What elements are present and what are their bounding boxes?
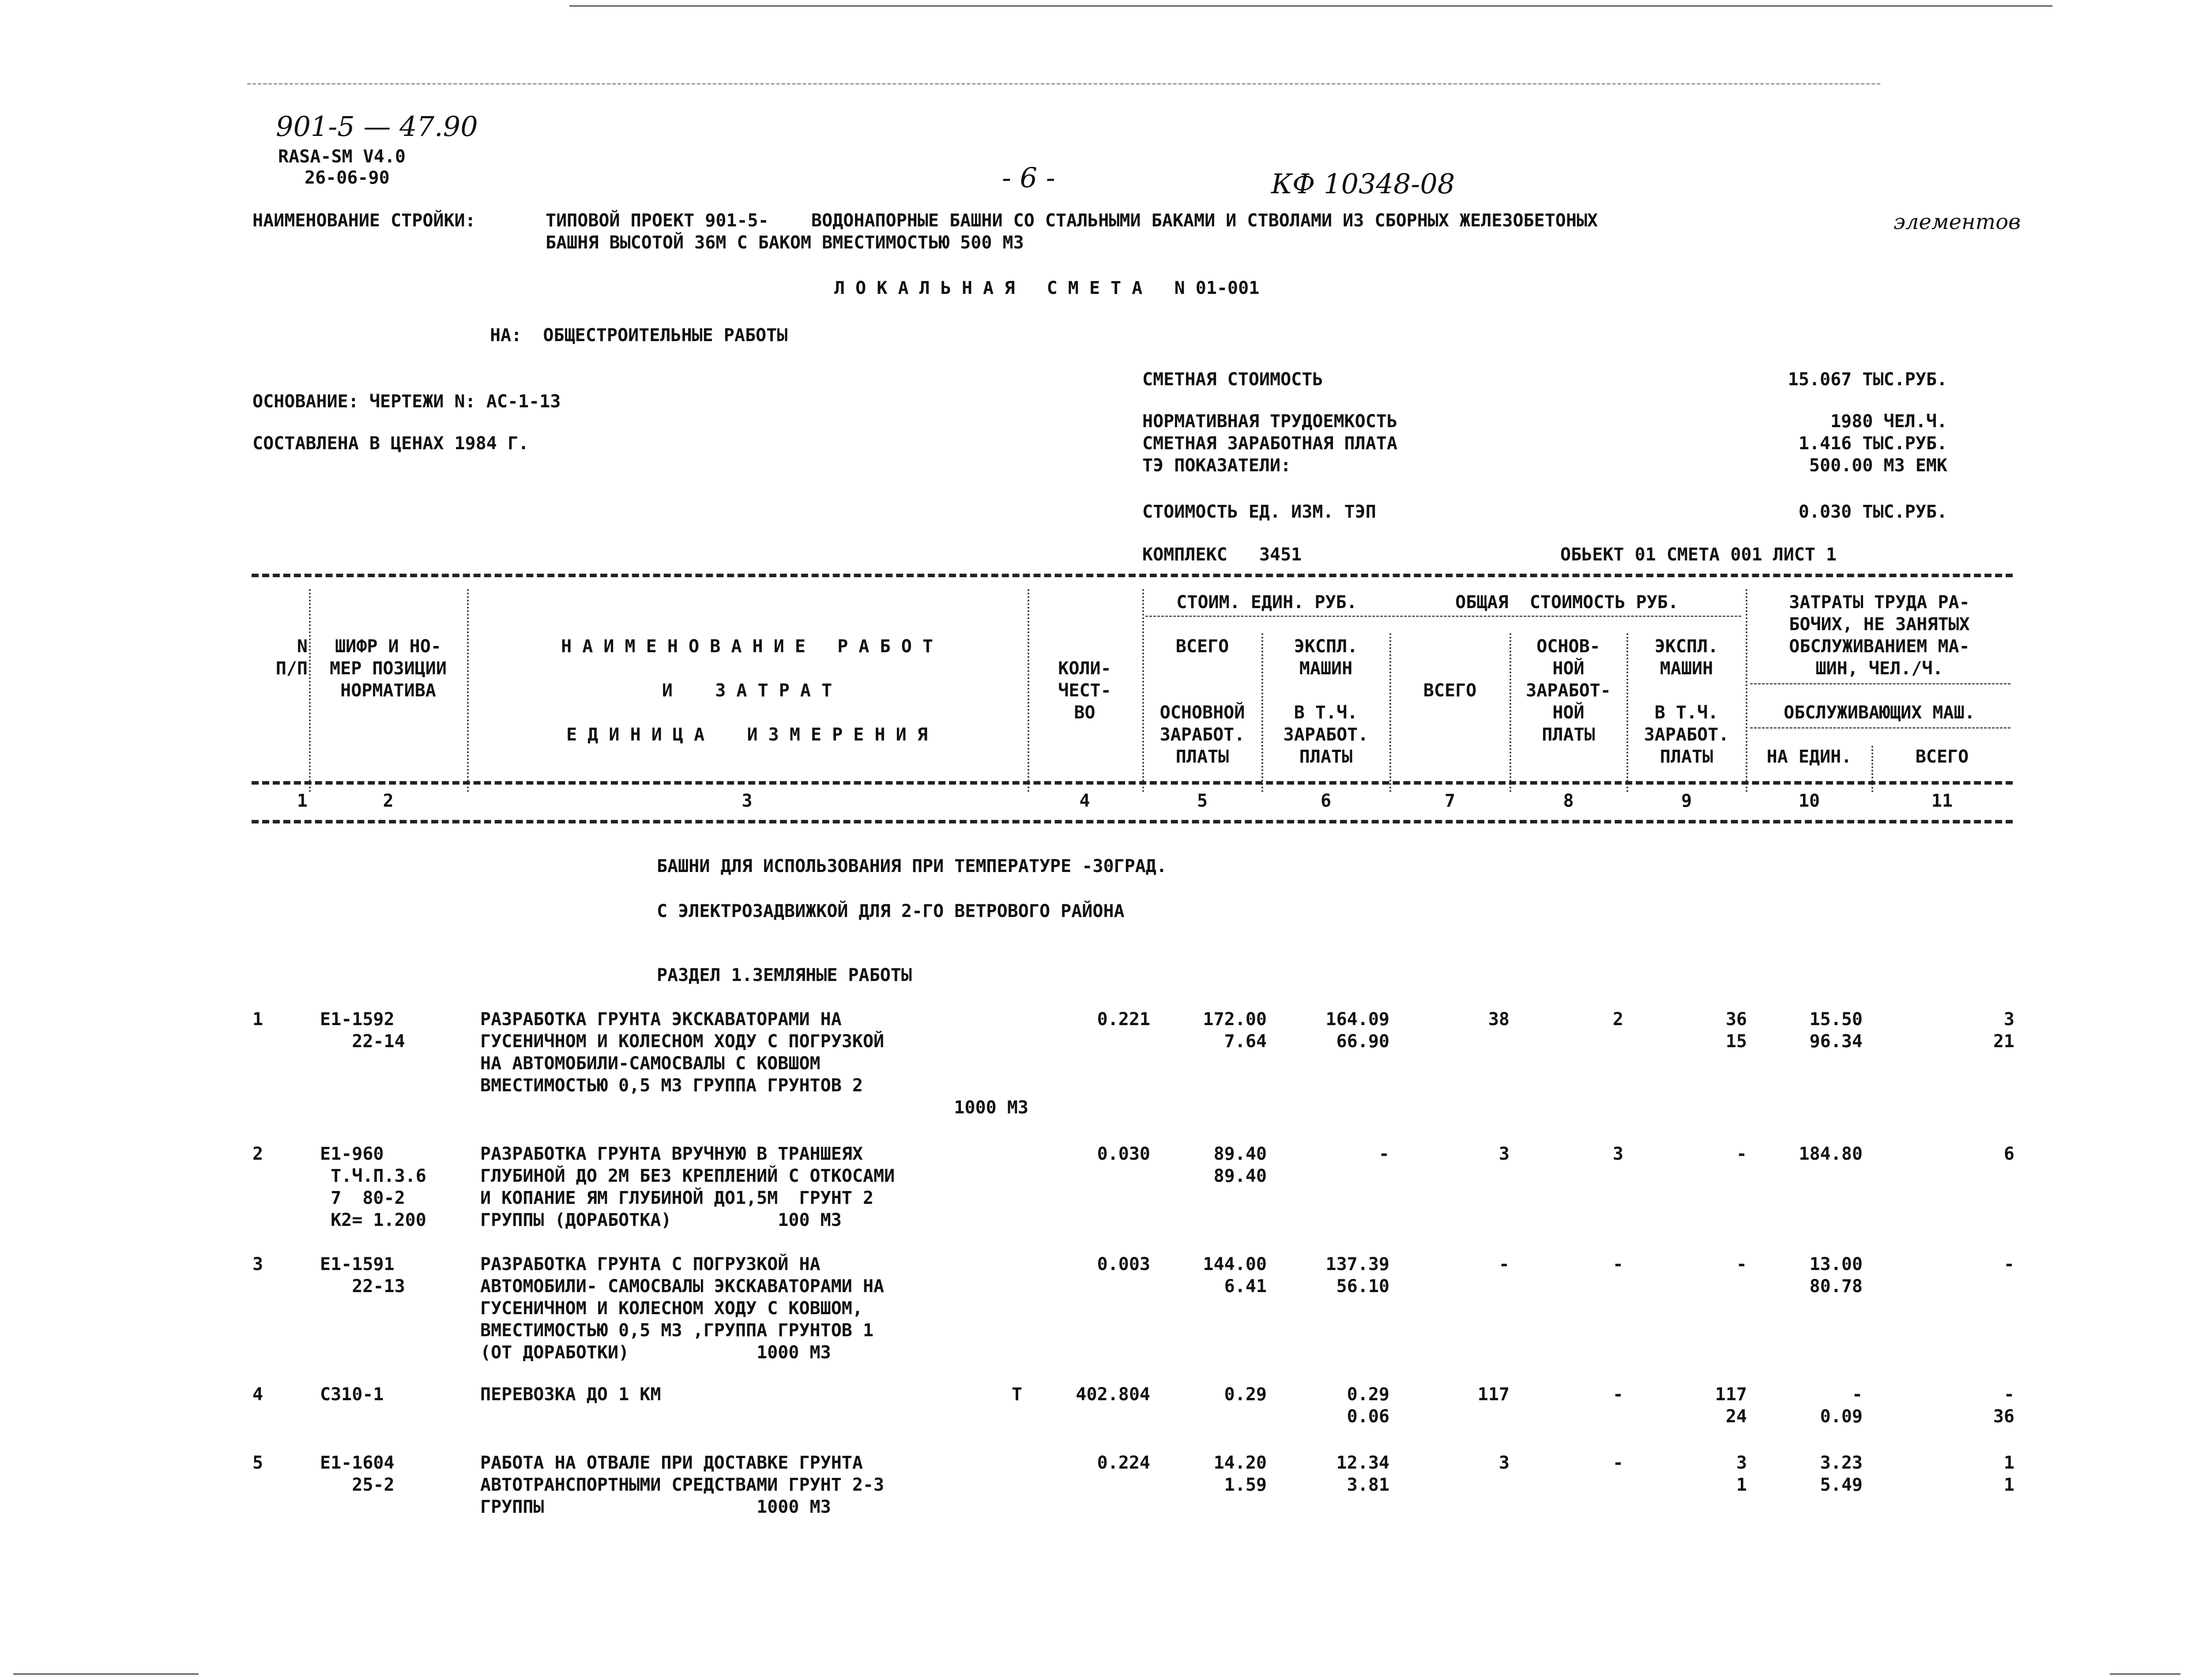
row-number: 5	[252, 1453, 264, 1473]
row-name: РАБОТА НА ОТВАЛЕ ПРИ ДОСТАВКЕ ГРУНТА АВТОТРАНСПОРТНЫМИ СРЕДСТВАМИ ГРУНТ 2-3	[480, 1453, 885, 1495]
row-unit-cost-total: 172.00 7.64	[1203, 1009, 1267, 1052]
row-unit-cost-machines: -	[1378, 1144, 1389, 1164]
summary-value-tep: 500.00 М3 ЕМК	[1809, 455, 1947, 476]
header-col-3: Н А И М Е Н О В А Н И Е Р А Б О Т И З А Т Р А Т Е Д И Н И Ц А И З М Е Р Е Н И Я	[561, 636, 933, 745]
construction-name-line1: ТИПОВОЙ ПРОЕКТ 901-5- ВОДОНАПОРНЫЕ БАШНИ СО СТАЛЬНЫМИ БАКАМИ И СТВОЛАМИ ИЗ СБОРНЫХ ЖЕЛЕЗОБЕТОНЫХ	[546, 210, 1598, 231]
header-col-10: НА ЕДИН.	[1766, 747, 1852, 767]
scan-artifact-line	[2110, 1673, 2180, 1675]
header-group-labor: ЗАТРАТЫ ТРУДА РА- БОЧИХ, НЕ ЗАНЯТЫХ ОБСЛУЖИВАНИЕМ МА- ШИН, ЧЕЛ./Ч.	[1789, 592, 1970, 679]
col-number: 2	[383, 791, 394, 811]
row-labor-total: 6	[2003, 1144, 2014, 1164]
row-quantity: 0.221	[1097, 1009, 1150, 1030]
row-total-wages: -	[1612, 1453, 1623, 1473]
date-stamp: 26-06-90	[305, 168, 390, 188]
basis-drawings: ОСНОВАНИЕ: ЧЕРТЕЖИ N: АС-1-13	[252, 391, 561, 412]
header-labor-rule	[1750, 727, 2010, 729]
row-total-wages: -	[1612, 1254, 1623, 1274]
row-unit-cost-total: 89.40 89.40	[1213, 1144, 1267, 1186]
row-code: Е1-1591 22-13	[320, 1254, 405, 1297]
row-labor-unit: 184.80	[1799, 1144, 1863, 1164]
row-unit: Т	[1012, 1384, 1023, 1405]
row-quantity: 0.224	[1097, 1453, 1150, 1473]
row-code: Е1-1592 22-14	[320, 1009, 405, 1052]
row-quantity: 402.804	[1076, 1384, 1150, 1405]
header-col-8: ОСНОВ- НОЙ ЗАРАБОТ- НОЙ ПЛАТЫ	[1526, 636, 1611, 745]
summary-value-cost: 15.067 ТЫС.РУБ.	[1788, 369, 1947, 390]
col-number: 6	[1320, 791, 1332, 811]
row-total-wages: -	[1612, 1384, 1623, 1405]
header-col-4: КОЛИ- ЧЕСТ- ВО	[1058, 658, 1111, 723]
row-unit-cost-machines: 12.34 3.81	[1336, 1453, 1389, 1495]
row-total: 3	[1498, 1144, 1510, 1164]
row-total: -	[1498, 1254, 1510, 1274]
header-group-total-cost: ОБЩАЯ СТОИМОСТЬ РУБ.	[1455, 592, 1679, 613]
row-total-machines: 117 24	[1715, 1384, 1747, 1427]
row-code: Е1-960 Т.Ч.П.3.6 7 80-2 К2= 1.200	[320, 1144, 426, 1230]
header-col-9: ЭКСПЛ. МАШИН В Т.Ч. ЗАРАБОТ. ПЛАТЫ	[1644, 636, 1729, 767]
row-total-wages: 3	[1612, 1144, 1623, 1164]
summary-label-labor: НОРМАТИВНАЯ ТРУДОЕМКОСТЬ	[1142, 411, 1397, 432]
work-type: НА: ОБЩЕСТРОИТЕЛЬНЫЕ РАБОТЫ	[490, 325, 788, 346]
column-numbers-rule	[252, 820, 2013, 823]
table-top-rule	[252, 574, 2013, 577]
header-col-6: ЭКСПЛ. МАШИН В Т.Ч. ЗАРАБОТ. ПЛАТЫ	[1283, 636, 1369, 767]
summary-label-wages: СМЕТНАЯ ЗАРАБОТНАЯ ПЛАТА	[1142, 433, 1397, 454]
col-number: 9	[1681, 791, 1692, 811]
row-total-machines: -	[1736, 1254, 1747, 1274]
handwritten-doc-number: КФ 10348-08	[1271, 168, 1455, 200]
row-name: РАЗРАБОТКА ГРУНТА ВРУЧНУЮ В ТРАНШЕЯХ ГЛУБИНОЙ ДО 2М БЕЗ КРЕПЛЕНИЙ С ОТКОСАМИ И КОПАНИЕ ЯМ ГЛУБИНОЙ ДО1,5М ГРУНТ 2	[480, 1144, 895, 1208]
construction-name-label: НАИМЕНОВАНИЕ СТРОЙКИ:	[252, 210, 476, 231]
col-number: 11	[1931, 791, 1953, 811]
summary-label-tep: ТЭ ПОКАЗАТЕЛИ:	[1142, 455, 1291, 476]
row-unit-cost-total: 144.00 6.41	[1203, 1254, 1267, 1297]
row-total-machines: 36 15	[1725, 1009, 1747, 1052]
summary-label-unit-cost: СТОИМОСТЬ ЕД. ИЗМ. ТЭП	[1142, 502, 1376, 522]
row-number: 4	[252, 1384, 264, 1405]
row-labor-unit: - 0.09	[1820, 1384, 1863, 1427]
row-name: РАЗРАБОТКА ГРУНТА С ПОГРУЗКОЙ НА АВТОМОБИЛИ- САМОСВАЛЫ ЭКСКАВАТОРАМИ НА ГУСЕНИЧНОМ И КОЛЕСНОМ ХОДУ С КОВШОМ, ВМЕСТИМОСТЬЮ 0,5 М3 ,ГРУППА ГРУНТОВ 1	[480, 1254, 885, 1341]
col-number: 7	[1444, 791, 1456, 811]
row-labor-total: -	[2003, 1254, 2014, 1274]
handwritten-doc-code: 901-5 — 47.90	[276, 110, 478, 143]
page-marker: - 6 -	[1002, 162, 1055, 194]
row-number: 1	[252, 1009, 264, 1030]
row-labor-unit: 3.23 5.49	[1820, 1453, 1863, 1495]
summary-value-labor: 1980 ЧЕЛ.Ч.	[1830, 411, 1947, 432]
summary-value-wages: 1.416 ТЫС.РУБ.	[1798, 433, 1947, 454]
row-unit-cost-machines: 0.29 0.06	[1347, 1384, 1389, 1427]
price-basis: СОСТАВЛЕНА В ЦЕНАХ 1984 Г.	[252, 433, 529, 454]
row-code: С310-1	[320, 1384, 384, 1405]
row-unit: (ОТ ДОРАБОТКИ) 1000 М3	[480, 1342, 831, 1363]
col-number: 10	[1798, 791, 1820, 811]
row-labor-total: - 36	[1993, 1384, 2014, 1427]
header-group-unit-cost: СТОИМ. ЕДИН. РУБ.	[1176, 592, 1357, 613]
header-col-2: ШИФР И НО- МЕР ПОЗИЦИИ НОРМАТИВА	[330, 636, 447, 701]
header-labor-rule	[1750, 683, 2010, 684]
note-temperature: БАШНИ ДЛЯ ИСПОЛЬЗОВАНИЯ ПРИ ТЕМПЕРАТУРЕ -30ГРАД.	[657, 856, 1167, 876]
row-code: Е1-1604 25-2	[320, 1453, 395, 1495]
row-quantity: 0.003	[1097, 1254, 1150, 1274]
row-total: 3	[1498, 1453, 1510, 1473]
row-total: 117	[1477, 1384, 1510, 1405]
row-labor-total: 1 1	[2003, 1453, 2014, 1495]
row-labor-total: 3 21	[1993, 1009, 2014, 1052]
row-unit: ГРУППЫ (ДОРАБОТКА) 100 М3	[480, 1210, 842, 1230]
row-name: ПЕРЕВОЗКА ДО 1 КМ	[480, 1384, 661, 1405]
row-labor-unit: 15.50 96.34	[1809, 1009, 1863, 1052]
col-number: 4	[1079, 791, 1090, 811]
row-total-machines: -	[1736, 1144, 1747, 1164]
row-number: 3	[252, 1254, 264, 1274]
row-unit-cost-machines: 164.09 66.90	[1325, 1009, 1389, 1052]
summary-value-unit-cost: 0.030 ТЫС.РУБ.	[1798, 502, 1947, 522]
header-col-1: N П/П	[275, 636, 308, 679]
smeta-title: Л О К А Л Ь Н А Я С М Е Т А N 01-001	[834, 278, 1260, 298]
summary-label-cost: СМЕТНАЯ СТОИМОСТЬ	[1142, 369, 1323, 390]
row-unit: 1000 М3	[954, 1097, 1028, 1118]
row-total-wages: 2	[1612, 1009, 1623, 1030]
row-unit-cost-total: 14.20 1.59	[1213, 1453, 1267, 1495]
header-group-rule	[1145, 616, 1741, 617]
col-number: 1	[297, 791, 308, 811]
header-col-11: ВСЕГО	[1915, 747, 1969, 767]
row-total-machines: 3 1	[1736, 1453, 1747, 1495]
handwritten-title-suffix: элементов	[1894, 210, 2021, 234]
header-col-5: ВСЕГО ОСНОВНОЙ ЗАРАБОТ. ПЛАТЫ	[1159, 636, 1245, 767]
construction-name-line2: БАШНЯ ВЫСОТОЙ 36М С БАКОМ ВМЕСТИМОСТЬЮ 500 М3	[546, 233, 1024, 253]
row-unit-cost-machines: 137.39 56.10	[1325, 1254, 1389, 1297]
scan-artifact-line	[13, 1673, 199, 1675]
row-unit-cost-total: 0.29	[1224, 1384, 1267, 1405]
top-border-line	[569, 5, 2052, 7]
col-separator	[1389, 633, 1391, 792]
row-quantity: 0.030	[1097, 1144, 1150, 1164]
scan-artifact-line	[247, 83, 1880, 85]
header-col-7: ВСЕГО	[1423, 680, 1477, 701]
col-number: 5	[1197, 791, 1208, 811]
program-stamp: RASA-SM V4.0	[278, 147, 406, 167]
header-bottom-rule	[252, 781, 2013, 785]
row-labor-unit: 13.00 80.78	[1809, 1254, 1863, 1297]
row-unit: ГРУППЫ 1000 М3	[480, 1497, 831, 1517]
section-title: РАЗДЕЛ 1.ЗЕМЛЯНЫЕ РАБОТЫ	[657, 965, 912, 985]
header-group-labor-machines: ОБСЛУЖИВАЮЩИХ МАШ.	[1784, 703, 1975, 723]
object-sheet: ОБЬЕКТ 01 СМЕТА 001 ЛИСТ 1	[1560, 545, 1837, 565]
col-number: 3	[742, 791, 753, 811]
row-name: РАЗРАБОТКА ГРУНТА ЭКСКАВАТОРАМИ НА ГУСЕНИЧНОМ И КОЛЕСНОМ ХОДУ С ПОГРУЗКОЙ НА АВТОМОБИЛИ-САМОСВАЛЫ С КОВШОМ ВМЕСТИМОСТЬЮ 0,5 М3 ГРУППА ГРУНТОВ 2	[480, 1009, 885, 1096]
complex-number: КОМПЛЕКС 3451	[1142, 545, 1302, 565]
col-number: 8	[1563, 791, 1574, 811]
row-number: 2	[252, 1144, 264, 1164]
note-wind-region: С ЭЛЕКТРОЗАДВИЖКОЙ ДЛЯ 2-ГО ВЕТРОВОГО РАЙОНА	[657, 901, 1125, 921]
row-total: 38	[1488, 1009, 1510, 1030]
